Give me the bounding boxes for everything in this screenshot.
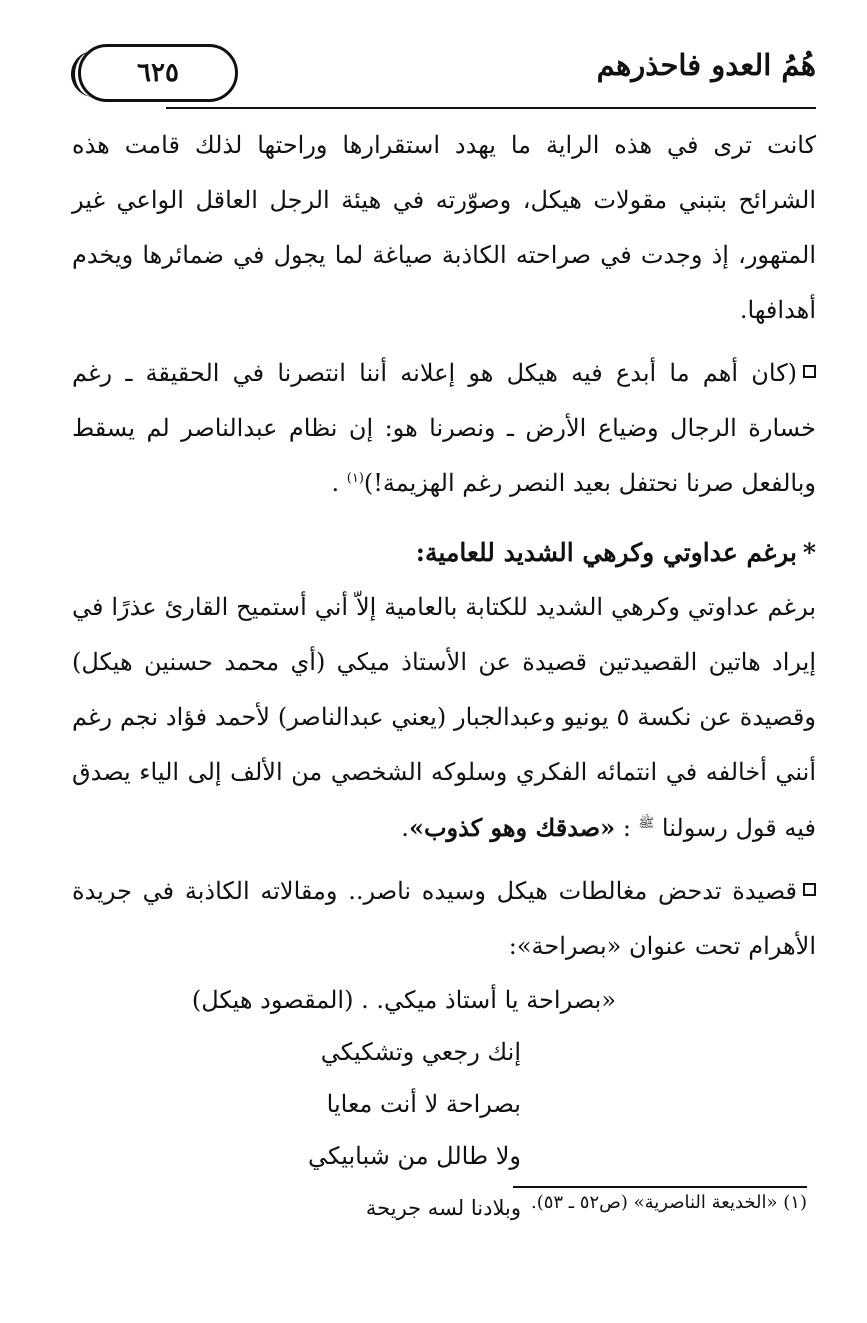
section-heading: [72, 525, 816, 580]
paragraph-3-text: برغم عداوتي وكرهي الشديد للكتابة بالعامية إلاّ أني أستميح القارئ عذرًا في إيراد هاتين القصيدتين قصيدة عن الأستاذ ميكي (أي محمد حسنين هيكل) وقصيدة عن نكسة ٥ يونيو وعبدالجبار (يعني عبدالناصر) لأحمد فؤاد نجم رغم أنني أخالفه في انتمائه الفكري وسلوكه الشخصي من الألف إلى الياء يصدق فيه قول رسولنا: [72, 593, 816, 842]
box-bullet-icon: [803, 883, 816, 896]
poem-line: بصراحة لا أنت معايا: [326, 1090, 521, 1118]
box-bullet-icon: [803, 365, 816, 378]
asterisk-icon: *: [802, 538, 816, 567]
page-body: [72, 118, 816, 1234]
poem-line: وبلادنا لسه جريحة: [365, 1196, 521, 1220]
running-title: هُمُ العدو فاحذرهم: [596, 48, 816, 82]
paragraph-2-end: .: [331, 469, 347, 497]
footnote-rule: [513, 1186, 807, 1188]
pbuh-glyph: ﷺ: [638, 816, 655, 831]
poem-line: ولا طالل من شبابيكي: [307, 1142, 521, 1170]
page-header: [72, 40, 816, 114]
page-number: ٦٢٥: [137, 58, 179, 88]
poem-line: «بصراحة يا أستاذ ميكي. . (المقصود هيكل): [191, 986, 616, 1014]
hadith-quote: «صدقك وهو كذوب»: [408, 813, 616, 842]
paragraph-1: كانت ترى في هذه الراية ما يهدد استقرارها وراحتها لذلك قامت هذه الشرائح بتبني مقولات هيكل، وصوّرته في هيئة الرجل العاقل الواعي غير المتهور، إذ وجدت في صراحته الكاذبة صياغة لما يجول في ضمائرها ويخدم أهدافها.: [72, 131, 816, 324]
footnote: (١) «الخديعة الناصرية» (ص٥٢ ـ ٥٣).: [530, 1192, 807, 1213]
page-number-badge: [78, 44, 238, 102]
paragraph-3-end: .: [401, 814, 409, 842]
paragraph-2-text: (كان أهم ما أبدع فيه هيكل هو إعلانه أننا انتصرنا في الحقيقة ـ رغم خسارة الرجال وضياع الأرض ـ ونصرنا هو: إن نظام عبدالناصر لم يسقط وبالفعل صرنا نحتفل بعيد النصر رغم الهزيمة!): [72, 359, 817, 497]
paragraph-3: [72, 580, 816, 856]
section-heading-text: برغم عداوتي وكرهي الشديد للعامية:: [415, 538, 797, 567]
poem-line: إنك رجعي وتشكيكي: [320, 1038, 521, 1066]
paragraph-4: [72, 864, 816, 974]
footnote-reference: (١): [346, 471, 364, 486]
paragraph-2: [72, 346, 816, 511]
paragraph-4-text: قصيدة تدحض مغالطات هيكل وسيده ناصر.. ومقالاته الكاذبة في جريدة الأهرام تحت عنوان «بصراحة»:: [72, 877, 816, 960]
header-rule: [166, 107, 816, 109]
paragraph-3-separator: :: [615, 814, 639, 842]
